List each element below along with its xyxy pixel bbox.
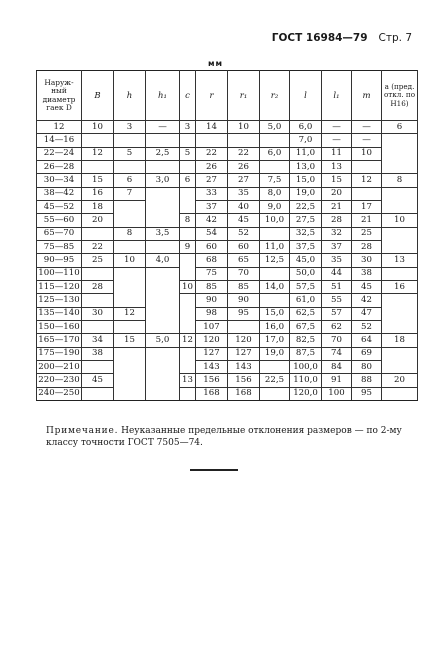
cell-l: 120,0 [290,387,322,400]
cell-a: 8 [382,174,418,187]
cell-b [82,360,114,373]
cell-l: 82,5 [290,334,322,347]
cell-m: 17 [352,200,382,213]
cell-l1: 100 [322,387,352,400]
cell-r2 [260,227,290,240]
cell-a [382,134,418,147]
cell-h1: — [146,121,180,134]
cell-r: 143 [196,360,228,373]
cell-h1: 2,5 [146,147,180,160]
cell-h: 7 [114,187,146,200]
cell-m: 30 [352,254,382,267]
footnote [46,425,406,449]
cell-c: 9 [180,240,196,253]
cell-r1: 27 [228,174,260,187]
cell-h [114,134,146,147]
cell-r2: 16,0 [260,320,290,333]
cell-c: 3 [180,121,196,134]
cell-r: 26 [196,160,228,173]
cell-m: 12 [352,174,382,187]
cell-d: 14—16 [37,134,82,147]
cell-d: 38—42 [37,187,82,200]
cell-a [382,200,418,213]
cell-b: 34 [82,334,114,347]
cell-r [196,134,228,147]
cell-d: 125—130 [37,294,82,307]
cell-r2 [260,267,290,280]
cell-b [82,160,114,173]
table-row [37,174,418,187]
cell-l: 50,0 [290,267,322,280]
cell-d: 12 [37,121,82,134]
cell-m: 38 [352,267,382,280]
table-row [37,200,418,213]
cell-m: — [352,121,382,134]
cell-c: 13 [180,374,196,387]
cell-a [382,267,418,280]
table-row [37,134,418,147]
cell-a [382,387,418,400]
cell-h1 [146,280,180,293]
cell-b [82,387,114,400]
cell-b: 15 [82,174,114,187]
cell-b [82,227,114,240]
cell-r1 [228,320,260,333]
cell-l: 22,5 [290,200,322,213]
cell-r: 14 [196,121,228,134]
cell-d: 26—28 [37,160,82,173]
cell-r2 [260,160,290,173]
cell-h [114,387,146,400]
cell-l1: 70 [322,334,352,347]
cell-d: 45—52 [37,200,82,213]
cell-c [180,200,196,213]
cell-c: 8 [180,214,196,227]
cell-a [382,347,418,360]
cell-h1 [146,360,180,373]
cell-h [114,360,146,373]
cell-h1 [146,320,180,333]
cell-d: 115—120 [37,280,82,293]
cell-c: 6 [180,174,196,187]
cell-a [382,187,418,200]
cell-d: 100—110 [37,267,82,280]
cell-l1: 91 [322,374,352,387]
cell-b: 20 [82,214,114,227]
cell-r1: 70 [228,267,260,280]
cell-d: 175—190 [37,347,82,360]
cell-a [382,240,418,253]
cell-h: 8 [114,227,146,240]
footnote-text: Неуказанные предельные отклонения размеров — по 2-му классу точности ГОСТ 7505—74. [46,426,402,448]
cell-l: 15,0 [290,174,322,187]
cell-b [82,294,114,307]
cell-l: 37,5 [290,240,322,253]
cell-b: 16 [82,187,114,200]
separator-line [190,469,238,471]
cell-l1: 13 [322,160,352,173]
cell-l1: 15 [322,174,352,187]
cell-h1 [146,200,180,213]
cell-r1 [228,134,260,147]
cell-r: 37 [196,200,228,213]
cell-c: 12 [180,334,196,347]
cell-b: 10 [82,121,114,134]
cell-h [114,374,146,387]
cell-h1: 3,0 [146,174,180,187]
cell-d: 165—170 [37,334,82,347]
table-row [37,227,418,240]
column-header: c [180,71,196,121]
table-row [37,121,418,134]
cell-l: 27,5 [290,214,322,227]
cell-d: 65—70 [37,227,82,240]
cell-l: 62,5 [290,307,322,320]
cell-r1: 35 [228,187,260,200]
cell-r: 156 [196,374,228,387]
cell-l: 19,0 [290,187,322,200]
cell-m [352,160,382,173]
standard-number: ГОСТ 16984—79 [271,32,368,44]
cell-l: 11,0 [290,147,322,160]
cell-l1: 51 [322,280,352,293]
cell-m: 47 [352,307,382,320]
cell-l1: 32 [322,227,352,240]
cell-r: 60 [196,240,228,253]
table-row [37,240,418,253]
cell-r2: 14,0 [260,280,290,293]
table-header-row [37,71,418,121]
cell-l: 45,0 [290,254,322,267]
cell-a: 16 [382,280,418,293]
cell-c [180,307,196,320]
table-row [37,254,418,267]
cell-l1: — [322,121,352,134]
table-row [37,360,418,373]
cell-a: 20 [382,374,418,387]
table-row [37,387,418,400]
cell-r: 127 [196,347,228,360]
cell-r2: 11,0 [260,240,290,253]
cell-d: 135—140 [37,307,82,320]
cell-h: 12 [114,307,146,320]
cell-h1 [146,267,180,280]
cell-r2 [260,387,290,400]
cell-m: 95 [352,387,382,400]
cell-r: 168 [196,387,228,400]
cell-r1: 45 [228,214,260,227]
cell-a [382,294,418,307]
cell-r: 90 [196,294,228,307]
cell-c [180,320,196,333]
cell-d: 220—230 [37,374,82,387]
cell-h: 5 [114,147,146,160]
cell-a [382,320,418,333]
cell-h [114,200,146,213]
cell-a: 13 [382,254,418,267]
cell-m: 21 [352,214,382,227]
cell-r1: 90 [228,294,260,307]
cell-r: 98 [196,307,228,320]
cell-h: 10 [114,254,146,267]
table-row [37,267,418,280]
cell-c [180,267,196,280]
cell-l: 32,5 [290,227,322,240]
cell-h1: 3,5 [146,227,180,240]
cell-r: 54 [196,227,228,240]
column-header: r [196,71,228,121]
cell-r1: 10 [228,121,260,134]
table-row [37,294,418,307]
cell-l: 100,0 [290,360,322,373]
cell-h1 [146,387,180,400]
cell-l: 7,0 [290,134,322,147]
cell-r2: 5,0 [260,121,290,134]
cell-r2: 22,5 [260,374,290,387]
table-row [37,374,418,387]
cell-d: 90—95 [37,254,82,267]
cell-r1: 22 [228,147,260,160]
cell-h [114,240,146,253]
cell-l1: 57 [322,307,352,320]
cell-r: 120 [196,334,228,347]
cell-h: 15 [114,334,146,347]
cell-h [114,214,146,227]
cell-d: 75—85 [37,240,82,253]
cell-r1: 143 [228,360,260,373]
cell-r: 33 [196,187,228,200]
cell-m [352,187,382,200]
cell-h [114,294,146,307]
cell-d: 55—60 [37,214,82,227]
table-row [37,214,418,227]
column-header: h [114,71,146,121]
cell-b [82,267,114,280]
cell-r: 27 [196,174,228,187]
cell-m: 88 [352,374,382,387]
cell-r1: 127 [228,347,260,360]
cell-r1: 156 [228,374,260,387]
cell-c: 10 [180,280,196,293]
cell-l: 6,0 [290,121,322,134]
cell-h1 [146,240,180,253]
cell-c [180,160,196,173]
cell-r1: 60 [228,240,260,253]
cell-r2: 10,0 [260,214,290,227]
cell-r2 [260,134,290,147]
cell-r2: 9,0 [260,200,290,213]
cell-m: — [352,134,382,147]
cell-l1: — [322,134,352,147]
cell-l1: 35 [322,254,352,267]
cell-h1 [146,160,180,173]
cell-r1: 40 [228,200,260,213]
cell-m: 45 [352,280,382,293]
cell-a [382,360,418,373]
cell-d: 150—160 [37,320,82,333]
cell-r: 85 [196,280,228,293]
cell-r1: 26 [228,160,260,173]
cell-m: 64 [352,334,382,347]
cell-l1: 37 [322,240,352,253]
cell-l: 61,0 [290,294,322,307]
cell-a [382,147,418,160]
cell-r: 42 [196,214,228,227]
cell-m: 69 [352,347,382,360]
cell-r2: 7,5 [260,174,290,187]
cell-h1 [146,134,180,147]
table-row [37,307,418,320]
cell-r: 75 [196,267,228,280]
cell-b [82,134,114,147]
column-header: m [352,71,382,121]
column-header: Наруж-ный диаметр гаек D [37,71,82,121]
cell-l1: 55 [322,294,352,307]
cell-h1: 5,0 [146,334,180,347]
cell-b: 28 [82,280,114,293]
table-row [37,147,418,160]
dimensions-table [36,70,418,401]
cell-m: 28 [352,240,382,253]
cell-c [180,134,196,147]
table-row [37,334,418,347]
cell-h [114,280,146,293]
cell-c [180,227,196,240]
column-header: l [290,71,322,121]
cell-h [114,267,146,280]
cell-h1: 4,0 [146,254,180,267]
cell-h1 [146,214,180,227]
cell-c [180,347,196,360]
cell-h [114,347,146,360]
cell-c [180,294,196,307]
cell-b [82,320,114,333]
cell-h1 [146,307,180,320]
cell-l1: 20 [322,187,352,200]
cell-m: 25 [352,227,382,240]
cell-h [114,160,146,173]
cell-r2: 17,0 [260,334,290,347]
cell-b: 22 [82,240,114,253]
cell-a [382,160,418,173]
cell-b: 30 [82,307,114,320]
cell-r2 [260,294,290,307]
cell-h1 [146,187,180,200]
cell-m: 52 [352,320,382,333]
cell-b: 38 [82,347,114,360]
cell-c [180,360,196,373]
cell-d: 240—250 [37,387,82,400]
table-row [37,160,418,173]
cell-b: 12 [82,147,114,160]
cell-r: 22 [196,147,228,160]
page-header [0,32,412,44]
column-header: h₁ [146,71,180,121]
cell-a: 6 [382,121,418,134]
column-header: B [82,71,114,121]
cell-r2: 8,0 [260,187,290,200]
cell-m: 10 [352,147,382,160]
cell-a: 18 [382,334,418,347]
column-header: l₁ [322,71,352,121]
column-header: r₂ [260,71,290,121]
cell-h: 6 [114,174,146,187]
cell-r: 68 [196,254,228,267]
cell-r2: 19,0 [260,347,290,360]
cell-l1: 21 [322,200,352,213]
cell-b: 25 [82,254,114,267]
cell-c [180,387,196,400]
cell-l: 13,0 [290,160,322,173]
cell-r2: 15,0 [260,307,290,320]
cell-c [180,187,196,200]
cell-h1 [146,294,180,307]
cell-d: 30—34 [37,174,82,187]
table-row [37,320,418,333]
table-row [37,280,418,293]
cell-c [180,254,196,267]
cell-a: 10 [382,214,418,227]
cell-l1: 62 [322,320,352,333]
cell-l1: 74 [322,347,352,360]
cell-r1: 95 [228,307,260,320]
table-row [37,347,418,360]
cell-l: 87,5 [290,347,322,360]
cell-a [382,227,418,240]
cell-r1: 85 [228,280,260,293]
cell-l1: 28 [322,214,352,227]
cell-h1 [146,347,180,360]
cell-h: 3 [114,121,146,134]
cell-d: 22—24 [37,147,82,160]
unit-label: мм [207,59,224,68]
cell-r1: 168 [228,387,260,400]
cell-r2: 12,5 [260,254,290,267]
column-header: a (пред. откл. по H16) [382,71,418,121]
cell-b: 18 [82,200,114,213]
cell-m: 42 [352,294,382,307]
cell-a [382,307,418,320]
cell-h [114,320,146,333]
column-header: r₁ [228,71,260,121]
cell-h1 [146,374,180,387]
page-number: Стр. 7 [378,32,412,44]
cell-r1: 120 [228,334,260,347]
cell-c: 5 [180,147,196,160]
cell-l: 67,5 [290,320,322,333]
cell-l1: 11 [322,147,352,160]
footnote-label: Примечание. [46,426,119,436]
cell-d: 200—210 [37,360,82,373]
cell-b: 45 [82,374,114,387]
cell-r1: 65 [228,254,260,267]
cell-l: 57,5 [290,280,322,293]
cell-r1: 52 [228,227,260,240]
cell-r2 [260,360,290,373]
cell-r: 107 [196,320,228,333]
cell-m: 80 [352,360,382,373]
cell-l1: 84 [322,360,352,373]
cell-l1: 44 [322,267,352,280]
cell-l: 110,0 [290,374,322,387]
table-row [37,187,418,200]
cell-r2: 6,0 [260,147,290,160]
